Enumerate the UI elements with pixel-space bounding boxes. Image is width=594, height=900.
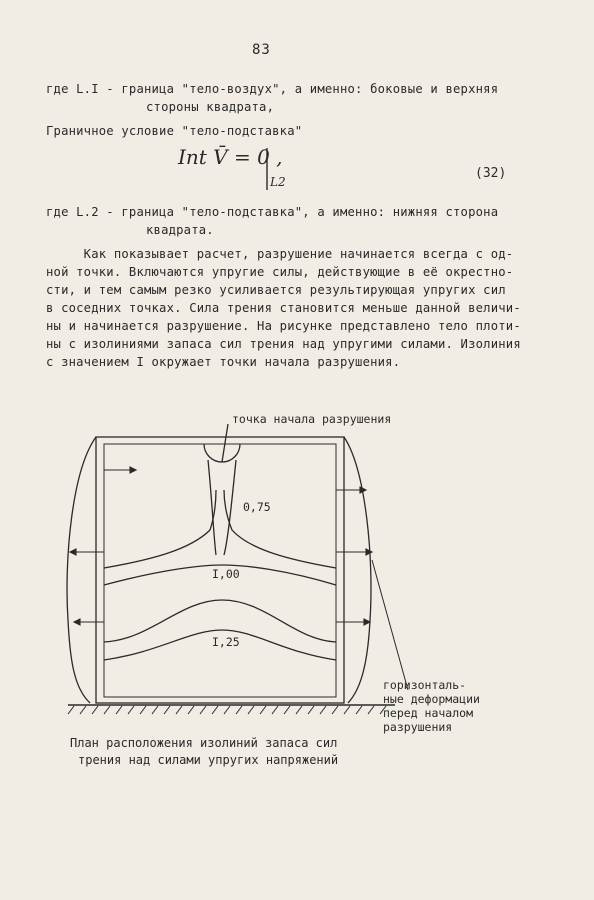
paragraph-line-4: в соседних точках. Сила трения становится меньше данной величи-: [46, 301, 521, 315]
label-deformation-3: перед началом: [383, 706, 474, 720]
page-number: 83: [252, 42, 271, 58]
boundary-condition-title: Граничное условие "тело-подставка": [46, 124, 303, 138]
paragraph-line-1: Как показывает расчет, разрушение начинается всегда с од-: [46, 247, 514, 261]
where-l2-continuation: квадрата.: [146, 223, 214, 237]
label-deformation-2: ные деформации: [383, 692, 480, 706]
figure-caption-line-2: трения над силами упругих напряжений: [78, 753, 339, 767]
formula: Int V̄ = 0 ,: [178, 145, 283, 169]
paragraph-line-2: ной точки. Включаются упругие силы, действующие в её окрестно-: [46, 265, 514, 279]
ground-hatching: [68, 706, 386, 714]
isoline-label-1-00: I,00: [212, 567, 240, 581]
label-initiation-point: точка начала разрушения: [232, 412, 392, 426]
paragraph-line-5: ны и начинается разрушение. На рисунке представлено тело плоти-: [46, 319, 521, 333]
isoline-0-75: [208, 460, 236, 555]
deformed-outline: [67, 437, 96, 703]
label-deformation-1: горизонталь-: [383, 678, 467, 692]
where-l1-line: где L.I - граница "тело-воздух", а именно: боковые и верхняя: [46, 82, 499, 96]
where-l2-line: где L.2 - граница "тело-подставка", а именно: нижняя сторона: [46, 205, 499, 219]
dam-isoline-figure: [0, 385, 594, 730]
paragraph-line-3: сти, и тем самым резко усиливается результирующая упругих сил: [46, 283, 506, 297]
isoline-label-0-75: 0,75: [243, 500, 271, 514]
where-l1-continuation: стороны квадрата,: [146, 100, 275, 114]
deformation-arrows: [70, 467, 372, 625]
figure-caption-line-1: План расположения изолиний запаса сил: [70, 736, 338, 750]
isoline-1-00: [104, 490, 336, 568]
isoline-label-1-25: I,25: [212, 635, 240, 649]
equation-number: (32): [475, 166, 507, 181]
label-deformation-4: разрушения: [383, 720, 453, 734]
paragraph-line-6: ны с изолиниями запаса сил трения над упругими силами. Изолиния: [46, 337, 521, 351]
paragraph-line-7: с значением I окружает точки начала разрушения.: [46, 355, 401, 369]
formula-subscript: L2: [270, 175, 286, 189]
